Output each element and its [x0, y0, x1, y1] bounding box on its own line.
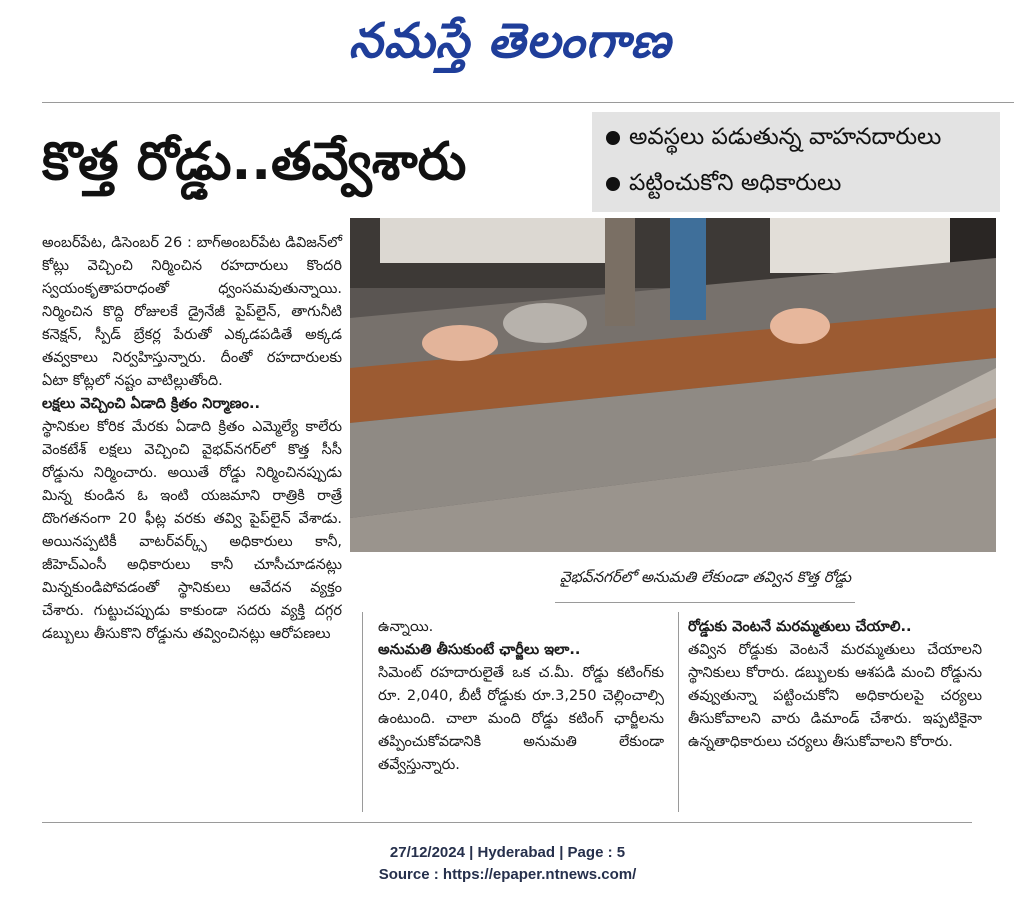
masthead-logo: నమస్తే తెలంగాణ: [348, 13, 672, 69]
article-paragraph: తవ్విన రోడ్డుకు వెంటనే మరమ్మతులు చేయాలని స్థానికులు కోరారు. డబ్బులకు ఆశపడి మంచి రోడ్డును తవ్వుతున్నా పట్టించుకోని అధికారులపై చర్యలు తీసుకోవాలని వారు డిమాండ్ చేశారు. ఇప్పటికైనా ఉన్నతాధికారులు చర్యలు తీసుకోవాలని కోరారు.: [688, 642, 982, 750]
article-column-1: [42, 232, 342, 646]
bottom-divider: [42, 822, 972, 823]
bullet-dot-icon: [606, 177, 620, 191]
column-divider: [362, 612, 363, 812]
article-paragraph: ఉన్నాయి.: [378, 619, 434, 635]
photo-caption: వైభవ్‌నగర్‌లో అనుమతి లేకుండా తవ్విన కొత్త రోడ్డు: [560, 568, 852, 586]
road-photo-illustration: [350, 218, 996, 552]
bullet-item-1: అవస్థలు పడుతున్న వాహనదారులు: [606, 124, 941, 156]
article-paragraph: స్థానికుల కోరిక మేరకు ఏడాది క్రితం ఎమ్మెల్యే కాలేరు వెంకటేశ్ లక్షలు వెచ్చించి వైభవ్‌నగర్‌లో కొత్త సీసీ రోడ్డును నిర్మించారు. అయితే రోడ్డు నిర్మించినప్పుడు మిన్న కుండిన ఓ ఇంటి యజమాని రాత్రికి రాత్రే దొంగతనంగా 20 ఫీట్ల వరకు తవ్వి పైప్‌లైన్ వేశాడు. అయినప్పటికీ వాటర్‌వర్క్స్ అధికారులు కానీ, జీహెచ్‌ఎంసీ అధికారులు కానీ చూసీచూడనట్లు మిన్నకుండిపోవడంతో స్థానికులు ఆవేదన వ్యక్తం చేశారు. గుట్టుచప్పుడు కాకుండా సదరు వ్యక్తి దగ్గర డబ్బులు తీసుకొని రోడ్డును తవ్వించినట్లు ఆరోపణలు: [42, 419, 342, 642]
article-subheading: రోడ్డుకు వెంటనే మరమ్మతులు చేయాలి..: [688, 619, 912, 635]
article-subheading: అనుమతి తీసుకుంటే ఛార్జీలు ఇలా..: [378, 642, 581, 658]
article-paragraph: సిమెంట్ రహదారులైతే ఒక చ.మీ. రోడ్డు కటింగ్‌కు రూ. 2,040, బీటీ రోడ్డుకు రూ.3,250 చెల్లించాల్సి ఉంటుంది. చాలా మంది రోడ్డు కటింగ్ ఛార్జీలను తప్పించుకోవడానికి అనుమతి లేకుండా తవ్వేస్తున్నారు.: [378, 665, 664, 773]
news-photo: [350, 218, 996, 552]
article-column-3: [688, 616, 982, 754]
column-divider: [678, 612, 679, 812]
article-column-2: [378, 616, 664, 777]
article-paragraph: అంబర్‌పేట, డిసెంబర్ 26 : బాగ్‌అంబర్‌పేట డివిజన్‌లో కోట్లు వెచ్చించి నిర్మించిన రహదారులు కొందరి స్వయంకృతాపరాధంతో ధ్వంసమవుతున్నాయి. నిర్మించిన కొద్ది రోజులకే డ్రైనేజీ పైప్‌లైన్, తాగునీటి కనెక్షన్, స్పీడ్ బ్రేకర్ల పేరుతో ఎక్కడపడితే అక్కడ తవ్వకాలు నిర్వహిస్తున్నారు. దీంతో రహదారులకు ఏటా కోట్లలో నష్టం వాటిల్లుతోంది.: [42, 235, 342, 389]
top-divider: [42, 102, 1014, 103]
article-subheading: లక్షలు వెచ్చించి ఏడాది క్రితం నిర్మాణం..: [42, 396, 260, 412]
bullet-item-2: పట్టించుకోని అధికారులు: [606, 170, 841, 202]
bullet-box: [592, 112, 1000, 212]
bullet-dot-icon: [606, 131, 620, 145]
footer-source-line: Source : https://epaper.ntnews.com/: [378, 866, 637, 883]
footer-date-line: 27/12/2024 | Hyderabad | Page : 5: [389, 844, 626, 861]
headline: కొత్త రోడ్డు..తవ్వేశారు: [42, 132, 467, 192]
caption-divider: [555, 602, 855, 603]
